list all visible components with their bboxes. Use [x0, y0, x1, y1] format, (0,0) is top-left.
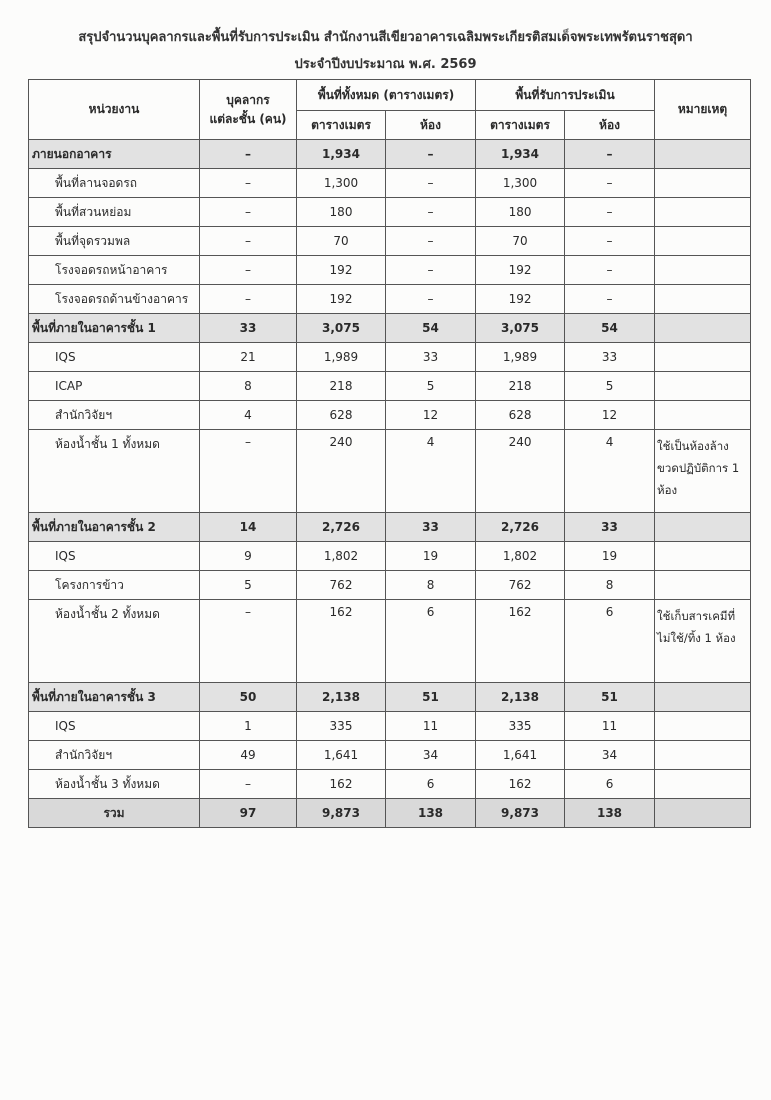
- unit-cell: พื้นที่จุดรวมพล: [29, 227, 200, 256]
- table-row: [29, 285, 751, 314]
- total-area-cell: 162: [297, 600, 386, 683]
- assessed-area-cell: 162: [476, 770, 565, 799]
- total-area-cell: 628: [297, 401, 386, 430]
- assessed-area-cell: 180: [476, 198, 565, 227]
- assessed-area-cell: 3,075: [476, 314, 565, 343]
- assessed-area-cell: 2,726: [476, 513, 565, 542]
- unit-cell: พื้นที่ลานจอดรถ: [29, 169, 200, 198]
- total-rooms-cell: 51: [386, 683, 476, 712]
- total-rooms-cell: –: [386, 227, 476, 256]
- total-rooms-cell: –: [386, 140, 476, 169]
- assessed-area-cell: 1,300: [476, 169, 565, 198]
- table-row: [29, 600, 751, 683]
- header-total-rooms: ห้อง: [386, 111, 476, 140]
- unit-cell: ห้องน้ำชั้น 3 ทั้งหมด: [29, 770, 200, 799]
- table-row: [29, 571, 751, 600]
- unit-cell: IQS: [29, 712, 200, 741]
- table-row: [29, 770, 751, 799]
- total-area-cell: 335: [297, 712, 386, 741]
- total-area-cell: 762: [297, 571, 386, 600]
- staff-cell: –: [200, 198, 297, 227]
- table-row: [29, 343, 751, 372]
- assessed-area-cell: 240: [476, 430, 565, 513]
- total-rooms-cell: 138: [386, 799, 476, 828]
- header-staff-line2: แต่ละชั้น (คน): [209, 111, 287, 126]
- header-assessed-sqm: ตารางเมตร: [476, 111, 565, 140]
- total-area-cell: 1,934: [297, 140, 386, 169]
- note-cell: ใช้เป็นห้องล้างขวดปฏิบัติการ 1 ห้อง: [655, 430, 751, 513]
- assessed-rooms-cell: –: [565, 227, 655, 256]
- total-area-cell: 162: [297, 770, 386, 799]
- note-cell: [655, 542, 751, 571]
- staff-cell: 14: [200, 513, 297, 542]
- assessed-rooms-cell: 12: [565, 401, 655, 430]
- header-total-area: พื้นที่ทั้งหมด (ตารางเมตร): [297, 80, 476, 111]
- assessed-rooms-cell: 54: [565, 314, 655, 343]
- staff-cell: 50: [200, 683, 297, 712]
- header-note: หมายเหตุ: [655, 80, 751, 140]
- assessed-area-cell: 192: [476, 256, 565, 285]
- unit-cell: พื้นที่สวนหย่อม: [29, 198, 200, 227]
- total-rooms-cell: 33: [386, 343, 476, 372]
- note-cell: [655, 683, 751, 712]
- assessed-rooms-cell: 6: [565, 600, 655, 683]
- total-rooms-cell: –: [386, 285, 476, 314]
- assessed-rooms-cell: 33: [565, 343, 655, 372]
- staff-cell: –: [200, 770, 297, 799]
- assessed-area-cell: 335: [476, 712, 565, 741]
- total-row: [29, 799, 751, 828]
- assessed-area-cell: 2,138: [476, 683, 565, 712]
- table-row: [29, 227, 751, 256]
- assessed-rooms-cell: 8: [565, 571, 655, 600]
- unit-cell: พื้นที่ภายในอาคารชั้น 3: [29, 683, 200, 712]
- note-cell: [655, 140, 751, 169]
- total-rooms-cell: 54: [386, 314, 476, 343]
- note-cell: [655, 343, 751, 372]
- table-row: [29, 430, 751, 513]
- unit-cell: พื้นที่ภายในอาคารชั้น 2: [29, 513, 200, 542]
- assessed-area-cell: 1,934: [476, 140, 565, 169]
- document-subtitle: ประจำปีงบประมาณ พ.ศ. 2569: [294, 57, 477, 72]
- unit-cell: สำนักวิจัยฯ: [29, 741, 200, 770]
- unit-cell: พื้นที่ภายในอาคารชั้น 1: [29, 314, 200, 343]
- total-area-cell: 180: [297, 198, 386, 227]
- assessed-rooms-cell: –: [565, 256, 655, 285]
- table-row: [29, 198, 751, 227]
- header-assessed-area: พื้นที่รับการประเมิน: [476, 80, 655, 111]
- staff-cell: –: [200, 169, 297, 198]
- header-staff: [200, 80, 297, 140]
- total-area-cell: 3,075: [297, 314, 386, 343]
- unit-cell: IQS: [29, 343, 200, 372]
- staff-cell: 8: [200, 372, 297, 401]
- total-area-cell: 218: [297, 372, 386, 401]
- assessed-rooms-cell: –: [565, 285, 655, 314]
- total-rooms-cell: –: [386, 198, 476, 227]
- unit-cell: โครงการข้าว: [29, 571, 200, 600]
- total-rooms-cell: 5: [386, 372, 476, 401]
- staff-cell: –: [200, 430, 297, 513]
- assessed-area-cell: 1,989: [476, 343, 565, 372]
- unit-cell: ห้องน้ำชั้น 1 ทั้งหมด: [29, 430, 200, 513]
- note-cell: [655, 314, 751, 343]
- assessed-rooms-cell: 11: [565, 712, 655, 741]
- total-rooms-cell: 8: [386, 571, 476, 600]
- assessed-area-cell: 1,641: [476, 741, 565, 770]
- assessed-area-cell: 162: [476, 600, 565, 683]
- staff-cell: 33: [200, 314, 297, 343]
- total-rooms-cell: 11: [386, 712, 476, 741]
- staff-cell: –: [200, 140, 297, 169]
- assessed-rooms-cell: 6: [565, 770, 655, 799]
- assessed-rooms-cell: 34: [565, 741, 655, 770]
- staff-cell: 9: [200, 542, 297, 571]
- total-rooms-cell: 34: [386, 741, 476, 770]
- note-cell: [655, 401, 751, 430]
- assessed-area-cell: 70: [476, 227, 565, 256]
- assessed-rooms-cell: –: [565, 169, 655, 198]
- note-cell: [655, 198, 751, 227]
- staff-cell: –: [200, 285, 297, 314]
- unit-cell: ภายนอกอาคาร: [29, 140, 200, 169]
- note-cell: [655, 571, 751, 600]
- summary-table: [28, 79, 751, 828]
- group-row: [29, 683, 751, 712]
- total-area-cell: 1,802: [297, 542, 386, 571]
- assessed-area-cell: 762: [476, 571, 565, 600]
- note-cell: [655, 513, 751, 542]
- note-cell: [655, 285, 751, 314]
- assessed-rooms-cell: 5: [565, 372, 655, 401]
- header-total-sqm: ตารางเมตร: [297, 111, 386, 140]
- total-rooms-cell: 6: [386, 770, 476, 799]
- total-rooms-cell: 12: [386, 401, 476, 430]
- total-rooms-cell: –: [386, 256, 476, 285]
- table-row: [29, 741, 751, 770]
- total-area-cell: 1,641: [297, 741, 386, 770]
- total-area-cell: 9,873: [297, 799, 386, 828]
- assessed-rooms-cell: 51: [565, 683, 655, 712]
- total-area-cell: 192: [297, 285, 386, 314]
- staff-cell: –: [200, 227, 297, 256]
- staff-cell: 49: [200, 741, 297, 770]
- note-cell: [655, 227, 751, 256]
- staff-cell: 5: [200, 571, 297, 600]
- total-area-cell: 70: [297, 227, 386, 256]
- total-rooms-cell: 19: [386, 542, 476, 571]
- assessed-rooms-cell: –: [565, 140, 655, 169]
- note-cell: ใช้เก็บสารเคมีที่ไม่ใช้/ทิ้ง 1 ห้อง: [655, 600, 751, 683]
- note-cell: [655, 256, 751, 285]
- unit-cell: IQS: [29, 542, 200, 571]
- table-row: [29, 256, 751, 285]
- assessed-rooms-cell: 19: [565, 542, 655, 571]
- header-assessed-rooms: ห้อง: [565, 111, 655, 140]
- staff-cell: 4: [200, 401, 297, 430]
- document-title: สรุปจำนวนบุคลากรและพื้นที่รับการประเมิน สำนักงานสีเขียวอาคารเฉลิมพระเกียรติสมเด็จพระเทพรัตนราชสุดา: [78, 30, 693, 45]
- assessed-rooms-cell: 4: [565, 430, 655, 513]
- header-staff-line1: บุคลากร: [226, 92, 270, 107]
- table-row: [29, 401, 751, 430]
- total-rooms-cell: 6: [386, 600, 476, 683]
- assessed-rooms-cell: 138: [565, 799, 655, 828]
- assessed-area-cell: 218: [476, 372, 565, 401]
- staff-cell: 21: [200, 343, 297, 372]
- note-cell: [655, 799, 751, 828]
- unit-cell: สำนักวิจัยฯ: [29, 401, 200, 430]
- table-row: [29, 712, 751, 741]
- total-area-cell: 192: [297, 256, 386, 285]
- group-row: [29, 513, 751, 542]
- note-cell: [655, 741, 751, 770]
- staff-cell: –: [200, 600, 297, 683]
- total-rooms-cell: 33: [386, 513, 476, 542]
- unit-cell: ห้องน้ำชั้น 2 ทั้งหมด: [29, 600, 200, 683]
- total-area-cell: 1,989: [297, 343, 386, 372]
- note-cell: [655, 712, 751, 741]
- assessed-area-cell: 9,873: [476, 799, 565, 828]
- group-row: [29, 314, 751, 343]
- staff-cell: 97: [200, 799, 297, 828]
- assessed-rooms-cell: –: [565, 198, 655, 227]
- unit-cell: รวม: [29, 799, 200, 828]
- assessed-area-cell: 628: [476, 401, 565, 430]
- note-cell: [655, 169, 751, 198]
- staff-cell: –: [200, 256, 297, 285]
- unit-cell: ICAP: [29, 372, 200, 401]
- assessed-rooms-cell: 33: [565, 513, 655, 542]
- total-area-cell: 240: [297, 430, 386, 513]
- assessed-area-cell: 192: [476, 285, 565, 314]
- total-area-cell: 1,300: [297, 169, 386, 198]
- note-cell: [655, 372, 751, 401]
- unit-cell: โรงจอดรถด้านข้างอาคาร: [29, 285, 200, 314]
- table-row: [29, 542, 751, 571]
- header-unit: หน่วยงาน: [29, 80, 200, 140]
- table-row: [29, 372, 751, 401]
- group-row: [29, 140, 751, 169]
- staff-cell: 1: [200, 712, 297, 741]
- table-row: [29, 169, 751, 198]
- total-rooms-cell: 4: [386, 430, 476, 513]
- total-area-cell: 2,138: [297, 683, 386, 712]
- assessed-area-cell: 1,802: [476, 542, 565, 571]
- note-cell: [655, 770, 751, 799]
- total-area-cell: 2,726: [297, 513, 386, 542]
- total-rooms-cell: –: [386, 169, 476, 198]
- unit-cell: โรงจอดรถหน้าอาคาร: [29, 256, 200, 285]
